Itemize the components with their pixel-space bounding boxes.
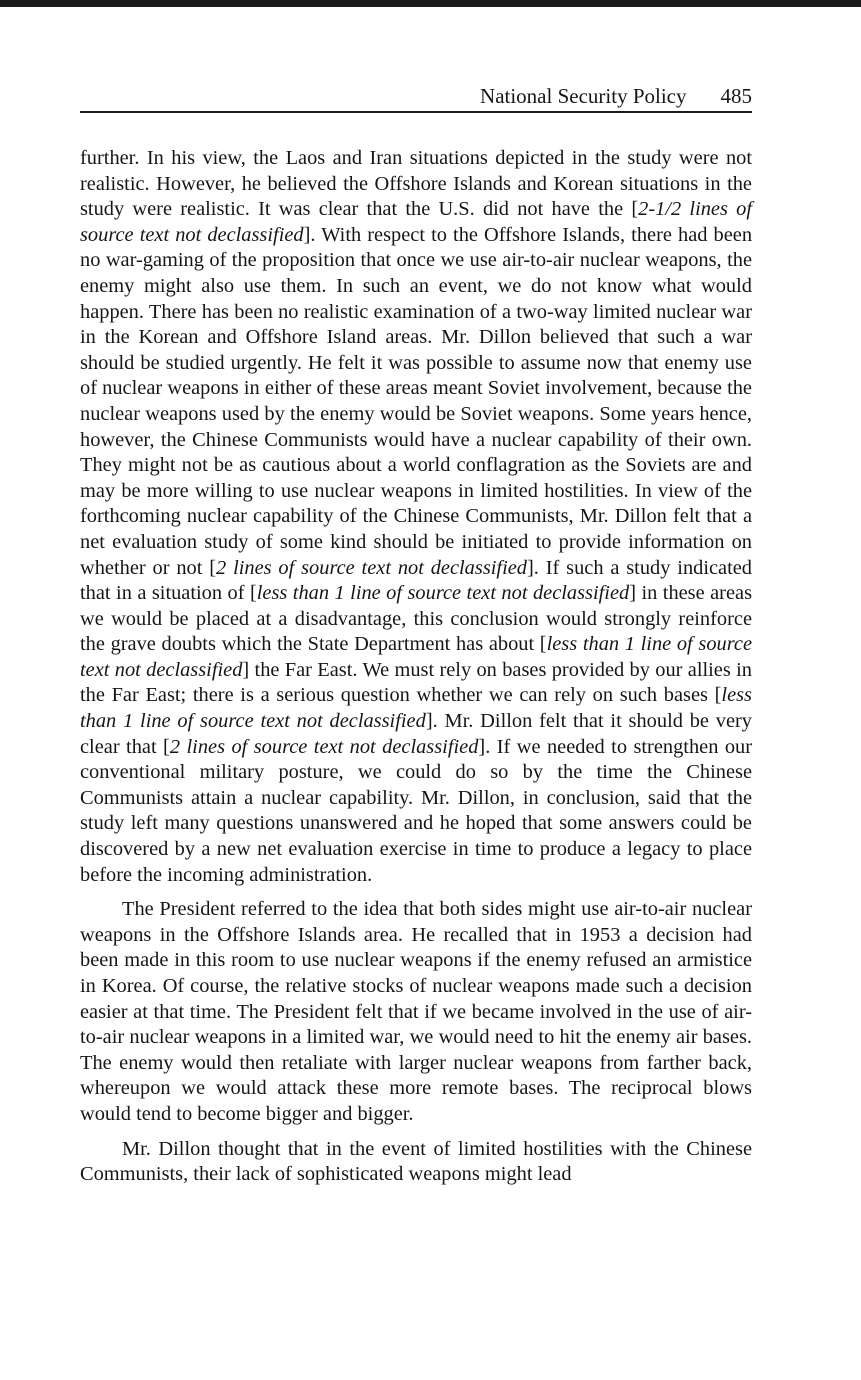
text-segment: further. In his view, the Laos and Iran situations depicted in the study were not realistic. However, he believed the Offshore Islands and Korean situations in the study were realistic. It was clear that the U.S. did not have the [ bbox=[80, 147, 752, 221]
header-rule bbox=[80, 111, 752, 113]
text-segment: ]. If we needed to strengthen our conventional military posture, we could do so by the time the Chinese Communists attain a nuclear capability. Mr. Dillon, in conclusion, said that the study left many questions unanswered and he hoped that some answers could be discovered by a new net evaluation exercise in time to produce a legacy to place before the incoming administration. bbox=[80, 735, 753, 886]
running-header bbox=[80, 82, 752, 112]
paragraph-3 bbox=[80, 1137, 752, 1188]
declassification-note: 2-1/2 lines of source text not declassified bbox=[80, 198, 752, 246]
text-segment: The President referred to the idea that both sides might use air-to-air nuclear weapons in the Offshore Islands area. He recalled that in 1953 a decision had been made in this room to use nuclear weapons if the enemy refused an armistice in Korea. Of course, the relative stocks of nuclear weapons made such a decision easier at that time. The President felt that if we became involved in the use of air-to-air nuclear weapons in a limited war, we would need to hit the enemy air bases. The enemy would then retaliate with larger nuclear weapons from farther back, whereupon we would attack these more remote bases. The reciprocal blows would tend to become bigger and bigger. bbox=[80, 898, 752, 1125]
declassification-note: 2 lines of source text not declassified bbox=[216, 556, 527, 579]
declassification-note: less than 1 line of source text not declassified bbox=[80, 633, 752, 681]
paragraph-1 bbox=[80, 146, 752, 888]
paragraph-2 bbox=[80, 897, 752, 1127]
running-title: National Security Policy bbox=[480, 84, 687, 108]
body-text bbox=[80, 146, 752, 1188]
text-segment: ]. With respect to the Offshore Islands, there had been no war-gaming of the proposition that once we use air-to-air nuclear weapons, the enemy might also use them. In such an event, we do not know what would happen. There has been no realistic examination of a two-way limited nuclear war in the Korean and Offshore Island areas. Mr. Dillon believed that such a war should be studied urgently. He felt it was possible to assume now that enemy use of nuclear weapons in either of these areas meant Soviet involvement, because the nuclear weapons used by the enemy would be Soviet weapons. Some years hence, however, the Chinese Communists would have a nuclear capability of their own. They might not be as cautious about a world conflagration as the Soviets are and may be more willing to use nuclear weapons in limited hostilities. In view of the forthcoming nuclear capability of the Chinese Communists, Mr. Dillon felt that a net evaluation study of some kind should be initiated to provide information on whether or not [ bbox=[80, 223, 753, 579]
text-segment: Mr. Dillon thought that in the event of limited hostilities with the Chinese Communists, their lack of sophisticated weapons might lead bbox=[80, 1137, 752, 1186]
declassification-note: 2 lines of source text not declassified bbox=[169, 735, 479, 758]
text-segment: ]. If such a study indicated that in a situation of [ bbox=[80, 556, 753, 605]
text-segment: ] in these areas we would be placed at a disadvantage, this conclusion would strongly reinforce the grave doubts which the State Department has about [ bbox=[80, 582, 752, 656]
page-top-edge bbox=[0, 0, 861, 7]
page-number: 485 bbox=[720, 84, 752, 108]
text-segment: ]. Mr. Dillon felt that it should be very clear that [ bbox=[80, 710, 752, 758]
text-segment: ] the Far East. We must rely on bases provided by our allies in the Far East; there is a serious question whether we can rely on such bases [ bbox=[80, 658, 752, 707]
declassification-note: less than 1 line of source text not declassified bbox=[80, 684, 752, 733]
declassification-note: less than 1 line of source text not declassified bbox=[256, 582, 630, 605]
